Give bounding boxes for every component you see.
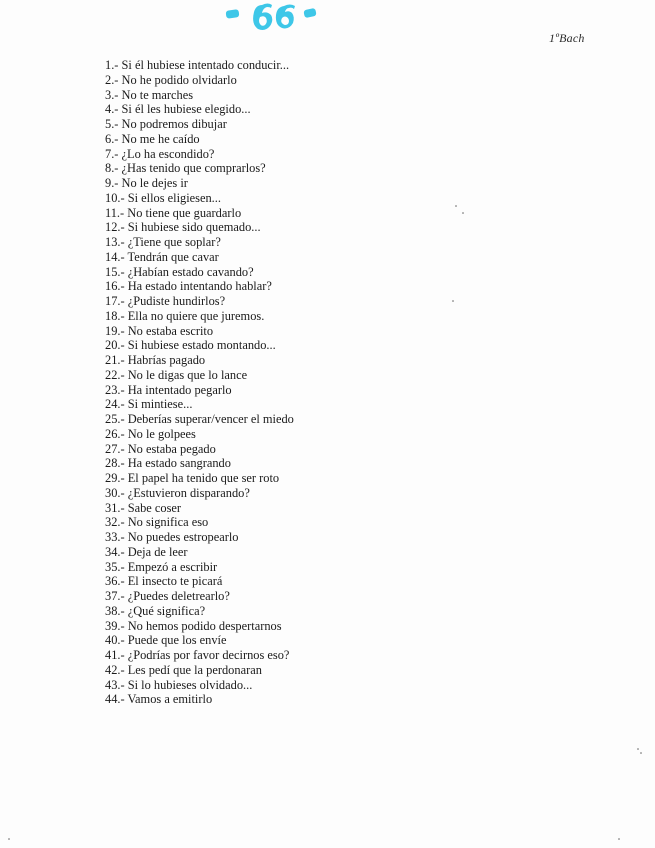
list-item: 22.- No le digas que lo lance (105, 367, 248, 382)
list-item: 26.- No le golpees (105, 426, 196, 441)
scan-speck (637, 748, 639, 750)
list-item: 42.- Les pedí que la perdonaran (105, 662, 262, 677)
list-item: 14.- Tendrán que cavar (105, 249, 219, 264)
list-item: 7.- ¿Lo ha escondido? (105, 146, 215, 161)
list-item: 39.- No hemos podido despertarnos (105, 618, 282, 633)
list-item: 44.- Vamos a emitirlo (105, 692, 213, 707)
list-item: 4.- Si él les hubiese elegido... (105, 102, 251, 117)
scan-speck (8, 838, 10, 840)
list-item: 29.- El papel ha tenido que ser roto (105, 471, 280, 485)
list-item: 41.- ¿Podrías por favor decirnos eso? (105, 648, 290, 662)
list-item: 2.- No he podido olvidarlo (105, 72, 237, 87)
list-item: 6.- No me he caído (105, 131, 200, 146)
list-item: 25.- Deberías superar/vencer el miedo (105, 412, 294, 426)
stamp-mark (222, 0, 362, 34)
list-item: 18.- Ella no quiere que juremos. (105, 308, 265, 323)
scan-speck (452, 300, 454, 302)
list-item: 9.- No le dejes ir (105, 176, 188, 190)
list-item: 20.- Si hubiese estado montando... (105, 338, 276, 353)
scan-speck (618, 838, 620, 840)
list-item: 5.- No podremos dibujar (105, 117, 227, 131)
handwritten-corner-note: 1ºBach (549, 31, 585, 45)
list-item: 43.- Si lo hubieses olvidado... (105, 677, 253, 692)
list-item: 35.- Empezó a escribir (105, 559, 218, 574)
list-item: 12.- Si hubiese sido quemado... (105, 220, 261, 235)
list-item: 37.- ¿Puedes deletrearlo? (105, 589, 230, 603)
scan-speck (455, 205, 457, 207)
list-item: 17.- ¿Pudiste hundirlos? (105, 294, 226, 308)
list-item: 16.- Ha estado intentando hablar? (105, 279, 272, 294)
list-item: 34.- Deja de leer (105, 544, 188, 559)
list-item: 32.- No significa eso (105, 515, 209, 530)
list-item: 24.- Si mintiese... (105, 397, 193, 412)
list-item: 13.- ¿Tiene que soplar? (105, 235, 221, 249)
list-item: 30.- ¿Estuvieron disparando? (105, 485, 250, 500)
list-item: 3.- No te marches (105, 87, 194, 102)
list-item: 31.- Sabe coser (105, 500, 182, 515)
list-item: 15.- ¿Habían estado cavando? (105, 264, 254, 279)
list-item: 36.- El insecto te picará (105, 574, 223, 589)
list-item: 1.- Si él hubiese intentado conducir... (105, 58, 290, 72)
list-item: 19.- No estaba escrito (105, 323, 214, 338)
list-item: 23.- Ha intentado pegarlo (105, 382, 232, 397)
list-item: 8.- ¿Has tenido que comprarlos? (105, 161, 266, 176)
list-item: 33.- No puedes estropearlo (105, 530, 239, 544)
scan-speck (640, 752, 642, 754)
sentence-list (105, 58, 294, 707)
list-item: 38.- ¿Qué significa? (105, 603, 206, 618)
scan-speck (462, 212, 464, 214)
list-item: 11.- No tiene que guardarlo (105, 205, 242, 220)
list-item: 21.- Habrías pagado (105, 353, 206, 367)
list-item: 27.- No estaba pegado (105, 441, 216, 456)
list-item: 40.- Puede que los envíe (105, 633, 227, 648)
list-item: 28.- Ha estado sangrando (105, 456, 231, 471)
list-item: 10.- Si ellos eligiesen... (105, 190, 221, 205)
